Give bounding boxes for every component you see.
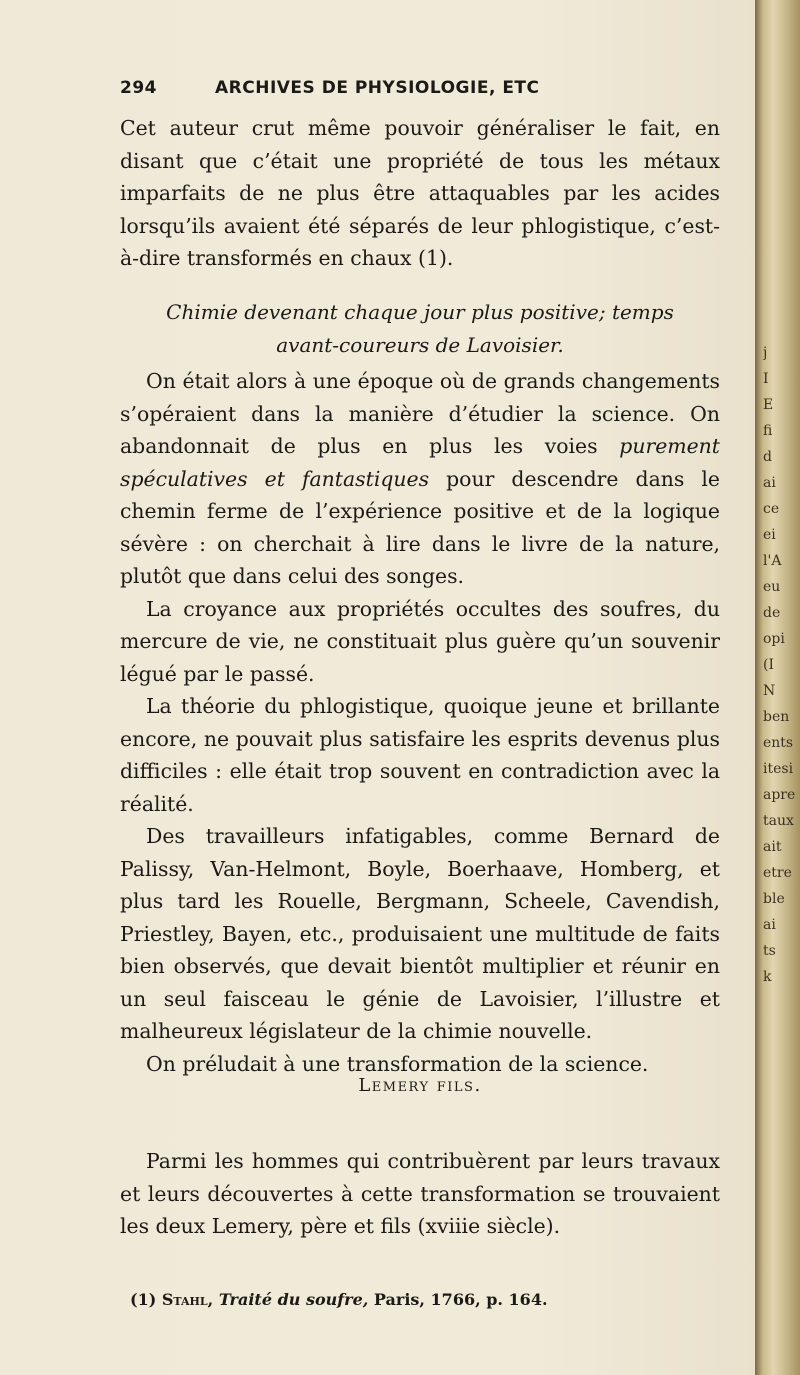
footnote-title: Traité du soufre,: [218, 1290, 369, 1309]
bleed-fragment: etre: [763, 865, 792, 881]
bleed-fragment: ei: [763, 527, 776, 543]
bleed-fragment: opi: [763, 631, 785, 647]
bleed-fragment: k: [763, 969, 772, 985]
bleed-fragment: ai: [763, 917, 776, 933]
paragraph-text: Cet auteur crut même pouvoir généraliser le fait, en disant que c’était une propriété de tous les métaux imparfaits de ne plus être attaquables par les acides lorsqu’ils avaient été séparés de leur phlogistique, c’est-à-dire transformés en chaux (1).: [120, 116, 720, 270]
paragraph-1: [120, 112, 720, 275]
paragraph-2: [120, 365, 720, 593]
footnote: [130, 1290, 730, 1309]
bleed-fragment: I: [763, 371, 769, 387]
bleed-fragment: ai: [763, 475, 776, 491]
paragraph-3: La croyance aux propriétés occultes des soufres, du mercure de vie, ne constituait plus guère qu’un souvenir légué par le passé.: [120, 596, 720, 686]
bleed-fragment: (I: [763, 657, 774, 673]
bleed-fragment: d: [763, 449, 772, 465]
section-heading: [120, 296, 720, 361]
bleed-fragment: fi: [763, 423, 773, 439]
paragraph-5: Des travailleurs infatigables, comme Bernard de Palissy, Van-Helmont, Boyle, Boerhaave, Homberg, et plus tard les Rouelle, Bergmann, Scheele, Cavendish, Priestley, Bayen, etc., produisaient une multitude de faits bien observés, que devait bientôt multiplier et réunir en un seul faisceau le génie de Lavoisier, l’illustre et malheureux législateur de la chimie nouvelle.: [120, 824, 720, 1043]
bleed-fragment: apre: [763, 787, 796, 803]
bleed-fragment: j: [763, 345, 768, 361]
paragraph-2-emphasis: purement spéculatives et fantastiques: [120, 434, 720, 491]
footnote-marker: (1): [130, 1290, 157, 1309]
bleed-fragment: ents: [763, 735, 794, 751]
body-paragraphs: [120, 365, 720, 1080]
section-heading-line-2: avant-coureurs de Lavoisier.: [276, 332, 564, 357]
footnote-author: Stahl,: [161, 1290, 214, 1309]
bleed-fragment: E: [763, 397, 774, 413]
running-header: [120, 78, 720, 98]
paragraph-4: La théorie du phlogistique, quoique jeune et brillante encore, ne pouvait plus satisfaire les esprits devenus plus difficiles : elle était trop souvent en contradiction avec la réalité.: [120, 694, 720, 816]
paragraph-2-text-a: On était alors à une époque où de grands changements s’opéraient dans la manière d’étudier la science. On abandonnait de plus en plus les voies: [120, 369, 720, 458]
bleed-fragment: eu: [763, 579, 781, 595]
bleed-fragment: ait: [763, 839, 782, 855]
bleed-fragment: ble: [763, 891, 785, 907]
bleed-fragment: taux: [763, 813, 794, 829]
paragraph-2-text-b: pour descendre dans le chemin ferme de l’expérience positive et de la logique sévère : on cherchait à lire dans le livre de la nature, plutôt que dans celui des songes.: [120, 466, 720, 588]
paragraph-7-block: [120, 1145, 720, 1243]
bleed-through-text: [763, 340, 797, 990]
paragraph-6: On préludait à une transformation de la science.: [146, 1051, 649, 1076]
paragraph-7: Parmi les hommes qui contribuèrent par leurs travaux et leurs découvertes à cette transformation se trouvaient les deux Lemery, père et fils (xviiie siècle).: [120, 1149, 720, 1238]
bleed-fragment: N: [763, 683, 776, 699]
bleed-fragment: ts: [763, 943, 776, 959]
bleed-fragment: ben: [763, 709, 790, 725]
bleed-fragment: itesi: [763, 761, 794, 777]
section-heading-line-1: Chimie devenant chaque jour plus positive; temps: [166, 300, 674, 324]
footnote-rest: Paris, 1766, p. 164.: [373, 1290, 548, 1309]
bleed-fragment: l'A: [763, 553, 782, 569]
page-number: 294: [120, 78, 157, 98]
running-title: ARCHIVES DE PHYSIOLOGIE, ETC: [215, 78, 540, 98]
bleed-fragment: ce: [763, 501, 780, 517]
book-gutter: [755, 0, 800, 1375]
subsection-heading: Lemery fils.: [358, 1075, 482, 1096]
bleed-fragment: de: [763, 605, 781, 621]
